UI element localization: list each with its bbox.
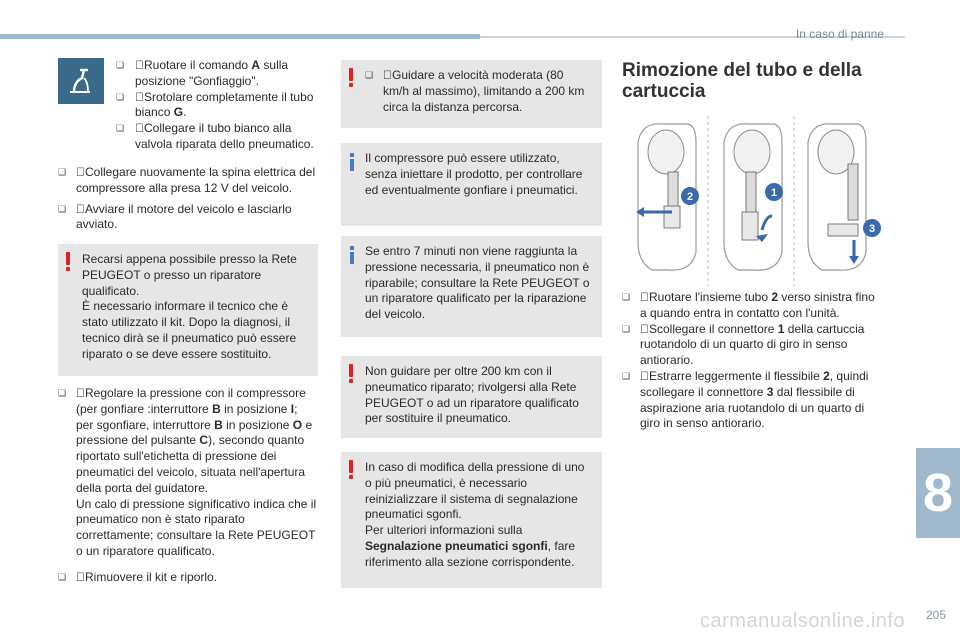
bullet-marker-icon: ❑ bbox=[622, 370, 631, 381]
bullet-marker-icon: ❑ bbox=[365, 70, 374, 80]
bullet-marker-icon: ❑ bbox=[622, 292, 631, 302]
info-icon bbox=[350, 246, 354, 264]
list-item: ❑ Avviare il motore del veicolo e lasciarlo avviato. bbox=[58, 201, 292, 232]
callout-2: 2 bbox=[686, 191, 694, 203]
list-item: ❑ Collegare il tubo bianco alla valvola riparata dello pneumatico. bbox=[116, 121, 314, 151]
list-item: ❑ Scollegare il connettore 1 della cartuccia ruotandolo di un quarto di giro in senso antiorario. bbox=[622, 321, 865, 368]
list-item: ❑ Guidare a velocità moderata (80 km/h al massimo), limitando a 200 km circa la distanza percorsa. bbox=[365, 68, 585, 114]
removal-steps bbox=[622, 290, 882, 432]
list-item: ❑ Ruotare l'insieme tubo 2 verso sinistra fino a quando entra in contatto con l'unità. bbox=[622, 290, 875, 320]
chapter-tab: 8 bbox=[916, 448, 960, 538]
warning-icon bbox=[349, 68, 354, 87]
bullet-marker-icon: ❑ bbox=[116, 91, 125, 102]
warning-box-speed bbox=[341, 60, 602, 128]
list-item: ❑ Collegare nuovamente la spina elettrica del compressore alla presa 12 V del veicolo. bbox=[58, 165, 316, 195]
list-item: ❑ Ruotare il comando A sulla posizione "Gonfiaggio". bbox=[116, 58, 289, 88]
bullet-marker-icon: ❑ bbox=[116, 123, 125, 134]
bullet-marker-icon: ❑ bbox=[58, 388, 67, 398]
list-item: ❑ Srotolare completamente il tubo bianco G. bbox=[116, 89, 314, 120]
inflate-steps bbox=[116, 58, 316, 153]
info-box-7min: Se entro 7 minuti non viene raggiunta la pressione necessaria, il pneumatico non è riparabile; consultare la Rete PEUGEOT o un riparatore qualificato per la riparazione del veicolo. bbox=[341, 236, 602, 337]
column-3 bbox=[622, 60, 882, 431]
warning-box-service: Recarsi appena possibile presso la Rete PEUGEOT o presso un riparatore qualificato. È necessario informare il tecnico che è stato utilizzato il kit. Dopo la diagnosi, il tecnico dirà se il pneumatico può essere riparato o se deve essere sostituito. bbox=[58, 244, 318, 376]
list-item: ❑ Estrarre leggermente il flessibile 2, quindi scollegare il connettore 3 dal flessibile di aspirazione aria ruotandolo di un quarto di giro in senso antiorario. bbox=[622, 368, 869, 431]
callout-1: 1 bbox=[770, 187, 778, 199]
watermark-text: carmanualsonline.info bbox=[700, 610, 906, 632]
page-number: 205 bbox=[925, 608, 946, 622]
callout-3: 3 bbox=[868, 223, 876, 235]
compressor-inflate-icon bbox=[58, 58, 104, 104]
warning-box-pressure-reset: In caso di modifica della pressione di uno o più pneumatici, è necessario reinizializzare il sistema di segnalazione pneumatici sgonfi. Per ulteriori informazioni sulla Segnalazione pneumatici sgonfi, fare riferimento alla sezione corrispondente. bbox=[341, 452, 602, 588]
warning-box-200km: Non guidare per oltre 200 km con il pneumatico riparato; rivolgersi alla Rete PEUGEOT o ad un riparatore qualificato per sostituire il pneumatico. bbox=[341, 356, 602, 438]
cartridge-removal-illustration bbox=[622, 112, 882, 292]
bullet-marker-icon: ❑ bbox=[116, 60, 125, 70]
section-title: Rimozione del tubo e della cartuccia bbox=[622, 60, 862, 102]
list-item: ❑ Regolare la pressione con il compressore (per gonfiare :interruttore B in posizione I; per sgonfiare, interruttore B in posizione O e pressione del pulsante C), secondo quanto riportato sull'etichetta di pressione dei pneumatici del veicolo, situata nell'apertura della porta del guidatore. Un calo di pressione significativo indica che il pneumatico non è stato riparato correttamente; consultare la Rete PEUGEOT o un riparatore qualificato. bbox=[58, 386, 317, 558]
list-item: ❑ Rimuovere il kit e riporlo. bbox=[58, 569, 218, 584]
warning-icon bbox=[349, 460, 354, 479]
warning-icon bbox=[349, 364, 354, 383]
info-icon bbox=[350, 153, 354, 171]
bullet-marker-icon: ❑ bbox=[58, 203, 67, 214]
top-accent-bar bbox=[0, 34, 480, 39]
warning-icon bbox=[66, 252, 71, 271]
info-box-compressor: Il compressore può essere utilizzato, senza iniettare il prodotto, per controllare ed eventualmente gonfiare i pneumatici. bbox=[341, 143, 602, 226]
bullet-marker-icon: ❑ bbox=[58, 167, 67, 177]
bullet-marker-icon: ❑ bbox=[58, 571, 67, 582]
bullet-marker-icon: ❑ bbox=[622, 323, 631, 334]
section-header: In caso di panne bbox=[795, 27, 884, 41]
